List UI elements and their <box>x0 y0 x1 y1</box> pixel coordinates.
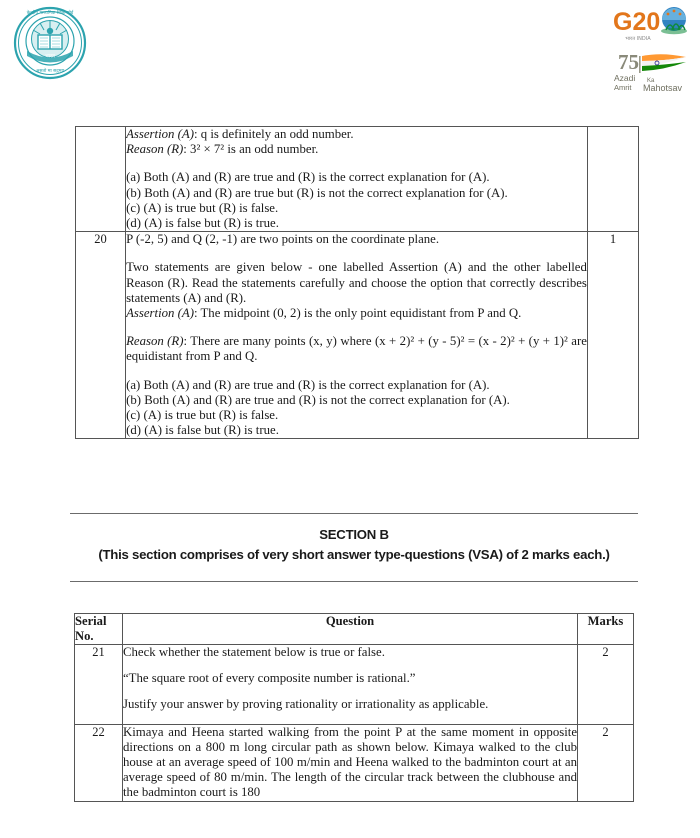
reason-line <box>126 142 587 157</box>
table-row <box>76 232 639 439</box>
option-a: (a) Both (A) and (R) are true and (R) is the correct explanation for (A). <box>126 170 490 185</box>
assertion-line <box>126 127 587 142</box>
reason-line <box>126 334 587 364</box>
reason-label: Reason (R) <box>126 142 184 157</box>
reason-text: : 3² × 7² is an odd number. <box>183 142 319 157</box>
questions-table-section-b <box>74 613 634 802</box>
serial-number-cell: 21 <box>75 645 123 725</box>
assertion-reason-instruction: Two statements are given below - one labelled Assertion (A) and the other labelled Reason (R). Read the statements carefully and choose the option that correctly describes statements (A) and (R). <box>126 260 587 305</box>
question-quoted-statement: “The square root of every composite number is rational.” <box>123 671 416 686</box>
azadi-line1: Azadi <box>614 73 636 83</box>
question-cell <box>123 645 578 725</box>
option-b: (b) Both (A) and (R) are true but (R) is not the correct explanation for (A). <box>126 185 508 200</box>
spacer <box>126 157 587 170</box>
spacer <box>126 247 587 260</box>
option-c: (c) (A) is true but (R) is false. <box>126 200 279 215</box>
azadi-line2: Ka <box>647 78 655 84</box>
cbse-mid-script: भारत <box>45 53 55 60</box>
spacer <box>123 686 577 697</box>
question-intro: P (-2, 5) and Q (2, -1) are two points on the coordinate plane. <box>126 232 440 247</box>
azadi-line3: Amrit <box>614 83 632 92</box>
question-instruction: Justify your answer by proving rationality or irrationality as applicable. <box>123 697 489 712</box>
serial-number-cell: 22 <box>75 724 123 801</box>
spacer <box>123 660 577 671</box>
section-name: SECTION B <box>319 527 389 542</box>
azadi-line4: Mahotsav <box>643 83 683 93</box>
table-row <box>75 645 634 725</box>
divider-bottom <box>70 581 638 582</box>
column-header-marks: Marks <box>578 614 634 645</box>
marks-cell <box>587 127 638 232</box>
section-heading <box>70 514 638 581</box>
serial-number-cell: 20 <box>76 232 126 439</box>
serial-header-line-1: Serial <box>75 614 107 628</box>
reason-text: : There are many points (x, y) where (x + 2)² + (y - 5)² = (x - 2)² + (y + 1)² are equidistant from P and Q. <box>126 334 587 364</box>
spacer <box>126 365 587 378</box>
g20-subtext: भारत INDIA <box>625 36 651 42</box>
option-d: (d) (A) is false but (R) is true. <box>126 216 279 231</box>
cbse-bottom-script: असतो मा सद्गमय <box>35 69 65 74</box>
marks-cell: 2 <box>578 724 634 801</box>
azadi-numeral: 75 <box>618 50 639 74</box>
assertion-text: : q is definitely an odd number. <box>193 127 354 141</box>
column-header-question: Question <box>123 614 578 645</box>
assertion-text: : The midpoint (0, 2) is the only point equidistant from P and Q. <box>193 306 522 321</box>
questions-table-section-a-continued <box>75 126 639 439</box>
cbse-top-script: केन्द्रीय माध्यमिक शिक्षा बोर्ड <box>26 11 74 16</box>
table-row <box>75 724 634 801</box>
table-header-row <box>75 614 634 645</box>
question-line: Check whether the statement below is true or false. <box>123 645 385 659</box>
assertion-label: Assertion (A) <box>126 306 194 321</box>
assertion-line <box>126 306 587 321</box>
azadi-ka-amrit-mahotsav-logo-icon <box>612 48 696 94</box>
cbse-emblem-icon <box>13 6 87 80</box>
option-c: (c) (A) is true but (R) is false. <box>126 408 279 423</box>
option-b: (b) Both (A) and (R) are true and (R) is not the correct explanation for (A). <box>126 392 510 407</box>
g20-wordmark: G20 <box>613 8 661 36</box>
spacer <box>126 321 587 334</box>
spacer <box>123 713 577 724</box>
serial-number-cell <box>76 127 126 232</box>
reason-label: Reason (R) <box>126 334 184 349</box>
option-a: (a) Both (A) and (R) are true and (R) is the correct explanation for (A). <box>126 377 490 392</box>
question-cell <box>123 724 578 801</box>
assertion-label: Assertion (A) <box>126 127 194 141</box>
question-cell <box>126 127 588 232</box>
section-description: (This section comprises of very short answer type-questions (VSA) of 2 marks each.) <box>98 546 610 562</box>
table-row <box>76 127 639 232</box>
column-header-serial-no <box>75 614 123 645</box>
marks-cell: 2 <box>578 645 634 725</box>
page-header <box>0 0 700 112</box>
option-d: (d) (A) is false but (R) is true. <box>126 423 279 438</box>
question-body: Kimaya and Heena started walking from the point P at the same moment in opposite directions on a 800 m long circular path as shown below. Kimaya walked to the club house at an average speed of 100 m/min and Heena walked to the badminton court at an average speed of 80 m/min. The length of the circular track between the clubhouse and the badminton court is 180 <box>123 724 577 800</box>
section-b-heading-block <box>70 513 638 582</box>
marks-cell: 1 <box>587 232 638 439</box>
g20-india-logo-icon <box>612 4 696 44</box>
serial-header-line-2: No. <box>75 629 94 643</box>
question-cell <box>126 232 588 439</box>
